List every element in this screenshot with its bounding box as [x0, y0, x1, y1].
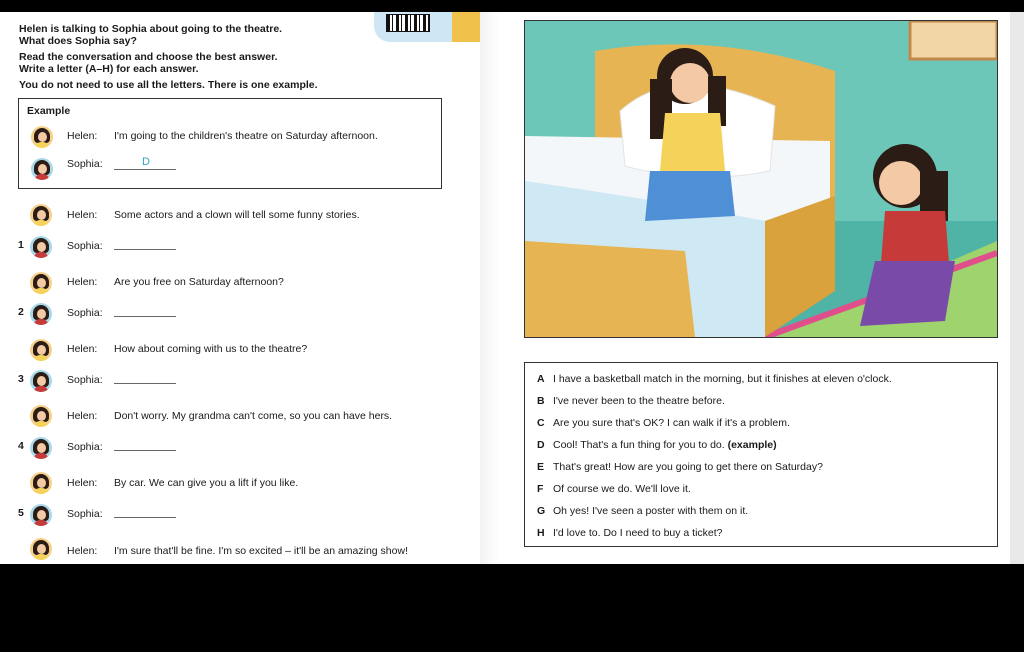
dialogue-speaker: Helen:: [67, 276, 98, 288]
option-F[interactable]: [537, 483, 691, 495]
helen-avatar: [30, 204, 52, 226]
dialogue-speaker: Helen:: [67, 209, 98, 221]
helen-avatar: [30, 272, 52, 294]
option-text: Cool! That's a fun thing for you to do.: [553, 439, 725, 451]
option-letter: E: [537, 461, 545, 473]
question-number: 2: [18, 306, 24, 318]
dialogue-speaker: Sophia:: [67, 240, 103, 252]
option-D[interactable]: [537, 439, 777, 451]
option-text: Oh yes! I've seen a poster with them on it.: [553, 505, 749, 517]
option-text: Of course we do. We'll love it.: [553, 483, 691, 495]
helen-avatar: [30, 538, 52, 560]
option-letter: G: [537, 505, 546, 517]
sophia-avatar: [30, 370, 52, 392]
dialogue-line: How about coming with us to the theatre?: [114, 343, 308, 355]
dialogue-speaker: Helen:: [67, 545, 98, 557]
option-letter: A: [537, 373, 545, 385]
option-text: That's great! How are you going to get there on Saturday?: [553, 461, 823, 473]
instruction-line-5: You do not need to use all the letters. There is one example.: [19, 79, 318, 91]
dialogue-speaker: Helen:: [67, 343, 98, 355]
instruction-line-4: Write a letter (A–H) for each answer.: [19, 63, 199, 75]
sophia-avatar: [30, 437, 52, 459]
dialogue-line: By car. We can give you a lift if you like.: [114, 477, 299, 489]
helen-avatar: [30, 405, 52, 427]
dialogue-speaker: Sophia:: [67, 307, 103, 319]
sophia-avatar: [30, 236, 52, 258]
dialogue-speaker: Helen:: [67, 477, 98, 489]
sophia-avatar: [30, 303, 52, 325]
option-text: I've never been to the theatre before.: [553, 395, 725, 407]
question-number: 4: [18, 440, 24, 452]
option-letter: H: [537, 527, 545, 539]
helen-avatar: [30, 472, 52, 494]
helen-avatar: [30, 339, 52, 361]
option-C[interactable]: [537, 417, 790, 429]
dialogue-line: Are you free on Saturday afternoon?: [114, 276, 284, 288]
option-text: I'd love to. Do I need to buy a ticket?: [553, 527, 723, 539]
question-number: 1: [18, 239, 24, 251]
answer-options-box: [524, 362, 998, 547]
helen-avatar: [31, 126, 53, 148]
instruction-line-2: What does Sophia say?: [19, 35, 137, 47]
instruction-line-1: Helen is talking to Sophia about going to the theatre.: [19, 23, 283, 35]
answer-blank-3[interactable]: [114, 383, 176, 384]
option-text: Are you sure that's OK? I can walk if it's a problem.: [553, 417, 790, 429]
dialogue-speaker: Helen:: [67, 410, 98, 422]
answer-blank-1[interactable]: [114, 249, 176, 250]
dialogue-speaker: Sophia:: [67, 374, 103, 386]
example-helen-text: I'm going to the children's theatre on Saturday afternoon.: [114, 130, 378, 142]
dialogue-speaker: Sophia:: [67, 508, 103, 520]
answer-blank-4[interactable]: [114, 450, 176, 451]
option-H[interactable]: [537, 527, 723, 539]
dialogue-line: I'm sure that'll be fine. I'm so excited – it'll be an amazing show!: [114, 545, 408, 557]
example-sophia-label: Sophia:: [67, 158, 103, 170]
option-letter: F: [537, 483, 544, 495]
answer-blank-2[interactable]: [114, 316, 176, 317]
example-helen-label: Helen:: [67, 130, 98, 142]
option-E[interactable]: [537, 461, 823, 473]
option-A[interactable]: [537, 373, 892, 385]
page-gutter: [480, 12, 500, 564]
example-heading: Example: [27, 105, 71, 117]
example-box: [18, 98, 442, 189]
dialogue-line: Some actors and a clown will tell some funny stories.: [114, 209, 360, 221]
illustration-svg: [525, 21, 997, 337]
option-G[interactable]: [537, 505, 748, 517]
dialogue-line: Don't worry. My grandma can't come, so you can have hers.: [114, 410, 393, 422]
textbook-page: [0, 12, 1024, 564]
corner-decoration: [452, 12, 480, 42]
example-answer-line: [114, 169, 176, 170]
sophia-avatar: [31, 158, 53, 180]
option-B[interactable]: [537, 395, 725, 407]
instruction-line-3: Read the conversation and choose the best answer.: [19, 51, 278, 63]
sophia-avatar: [30, 504, 52, 526]
qr-code-icon[interactable]: [386, 14, 430, 32]
example-answer: D: [142, 156, 150, 168]
option-letter: D: [537, 439, 545, 451]
option-letter: C: [537, 417, 545, 429]
question-number: 5: [18, 507, 24, 519]
example-tag: (example): [727, 439, 777, 451]
question-number: 3: [18, 373, 24, 385]
answer-blank-5[interactable]: [114, 517, 176, 518]
dialogue-speaker: Sophia:: [67, 441, 103, 453]
option-text: I have a basketball match in the morning, but it finishes at eleven o'clock.: [553, 373, 892, 385]
option-letter: B: [537, 395, 545, 407]
page-edge: [1010, 12, 1024, 564]
bedroom-illustration: [524, 20, 998, 338]
